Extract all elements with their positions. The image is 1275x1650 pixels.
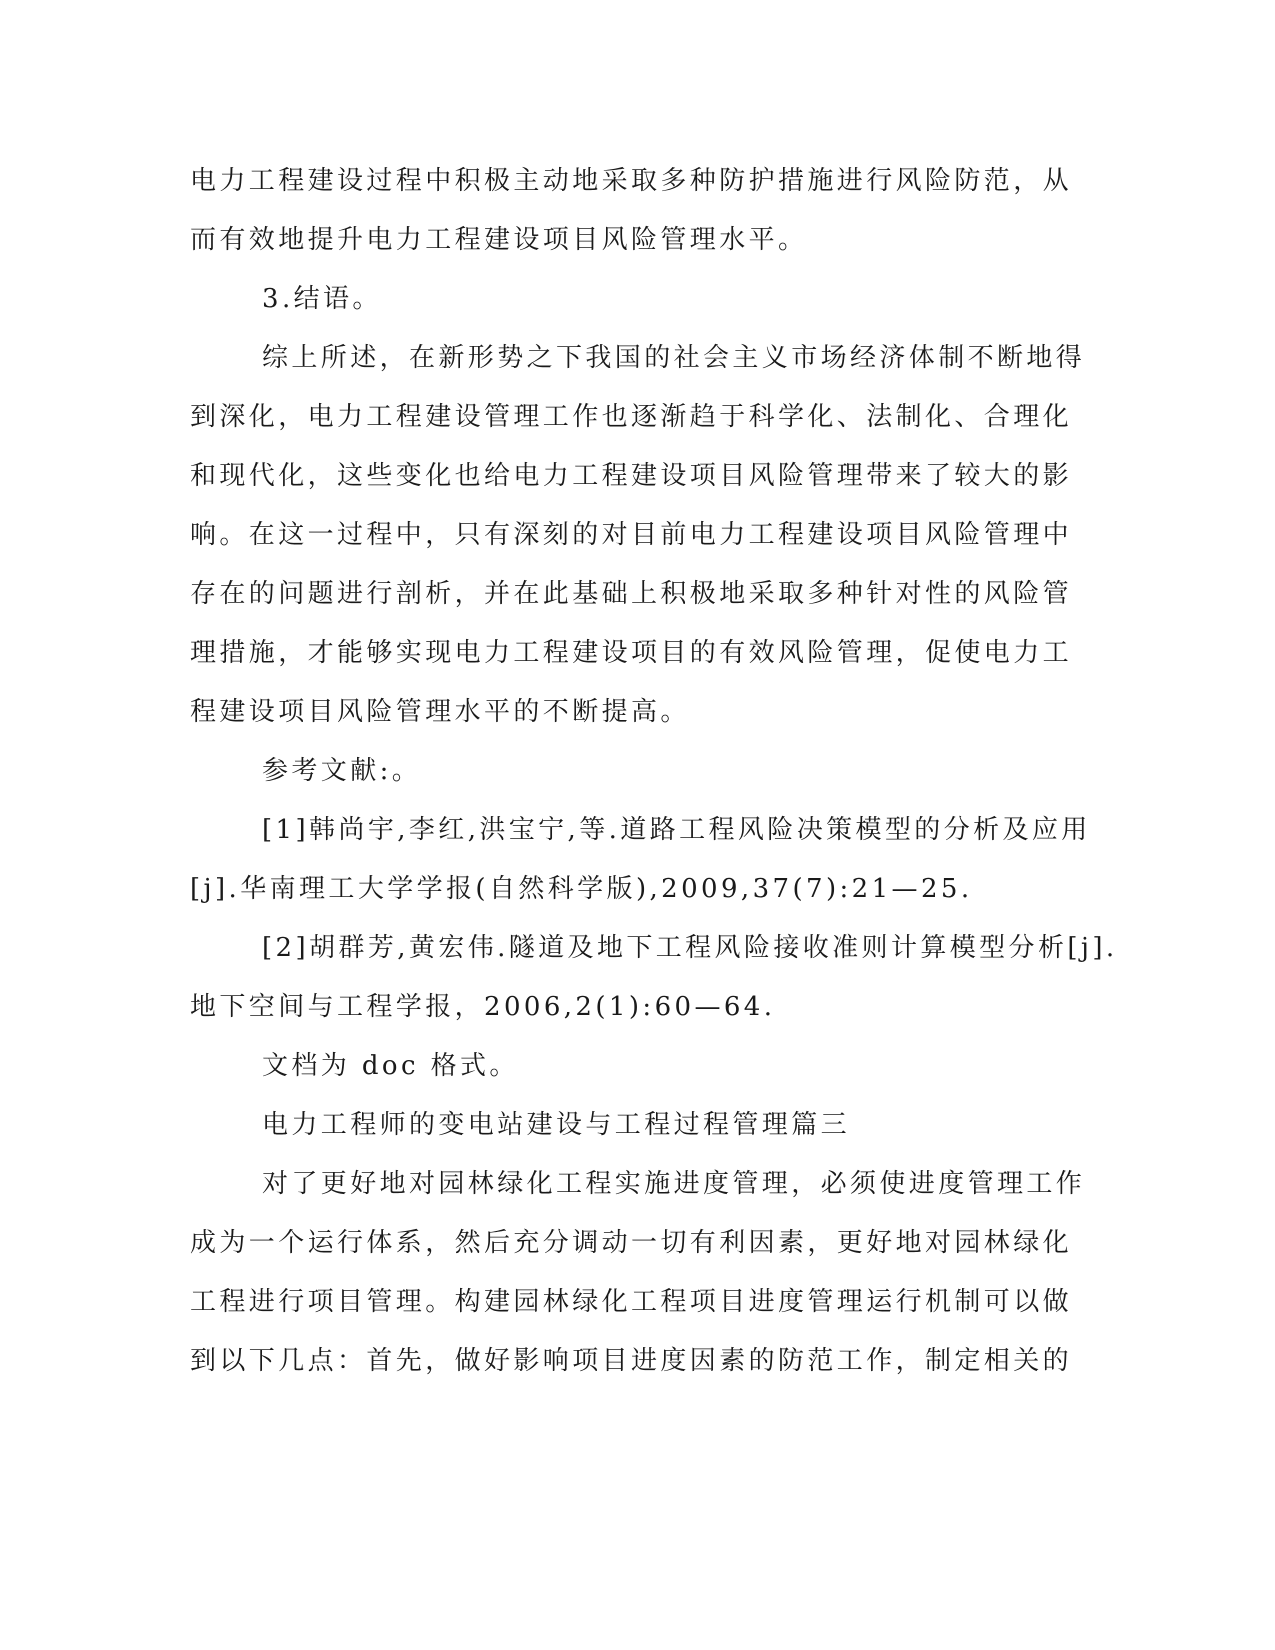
- text-line: 程建设项目风险管理水平的不断提高。: [190, 697, 690, 727]
- reference-line: [j].华南理工大学学报(自然科学版),2009,37(7):21—25.: [190, 874, 973, 904]
- text-line: 理措施，才能够实现电力工程建设项目的有效风险管理，促使电力工: [190, 638, 1073, 668]
- text-line: 响。在这一过程中，只有深刻的对目前电力工程建设项目风险管理中: [190, 520, 1073, 550]
- text-line: 文档为 doc 格式。: [262, 1051, 519, 1081]
- text-line: 到深化，电力工程建设管理工作也逐渐趋于科学化、法制化、合理化: [190, 402, 1073, 432]
- text-line: 到以下几点：首先，做好影响项目进度因素的防范工作，制定相关的: [190, 1346, 1073, 1376]
- text-line: 综上所述，在新形势之下我国的社会主义市场经济体制不断地得: [262, 343, 1086, 373]
- reference-line: 地下空间与工程学报，2006,2(1):60—64.: [190, 992, 776, 1022]
- text-line: 电力工程建设过程中积极主动地采取多种防护措施进行风险防范，从: [190, 166, 1073, 196]
- text-line: 和现代化，这些变化也给电力工程建设项目风险管理带来了较大的影: [190, 461, 1073, 491]
- article-title: 电力工程师的变电站建设与工程过程管理篇三: [262, 1110, 851, 1140]
- section-heading: 3.结语。: [262, 284, 382, 314]
- text-line: 而有效地提升电力工程建设项目风险管理水平。: [190, 225, 808, 255]
- text-line: 工程进行项目管理。构建园林绿化工程项目进度管理运行机制可以做: [190, 1287, 1073, 1317]
- text-line: 对了更好地对园林绿化工程实施进度管理，必须使进度管理工作: [262, 1169, 1086, 1199]
- reference-line: [2]胡群芳,黄宏伟.隧道及地下工程风险接收准则计算模型分析[j].: [262, 933, 1118, 963]
- references-heading: 参考文献:。: [262, 756, 422, 786]
- reference-line: [1]韩尚宇,李红,洪宝宁,等.道路工程风险决策模型的分析及应用: [262, 815, 1091, 845]
- text-line: 存在的问题进行剖析，并在此基础上积极地采取多种针对性的风险管: [190, 579, 1073, 609]
- text-line: 成为一个运行体系，然后充分调动一切有利因素，更好地对园林绿化: [190, 1228, 1073, 1258]
